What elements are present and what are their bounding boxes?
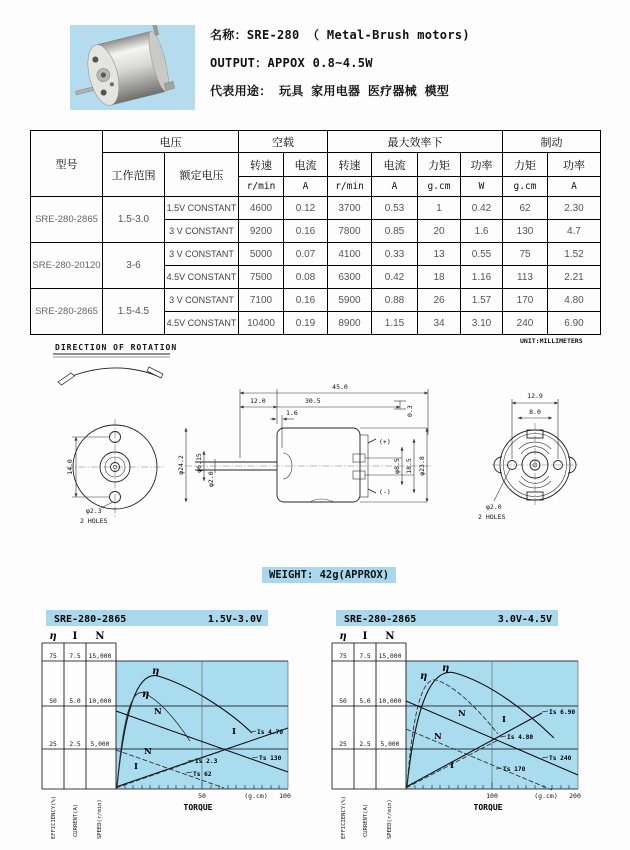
dim-holes-rear: 2 HOLES	[478, 513, 506, 521]
y-tick: 15,000	[378, 653, 402, 660]
value-cell: 0.33	[372, 243, 418, 266]
speed-axis-symbol: N	[385, 631, 395, 642]
header-voltage: 电压	[103, 131, 239, 153]
dim-14: 14.0	[66, 459, 74, 475]
current-axis-symbol: I	[72, 631, 78, 642]
value-cell: 1.16	[461, 266, 503, 289]
efficiency-axis-label: EFFICIENCY(%)	[341, 795, 347, 839]
rated-cell: 3 V CONSTANT	[165, 220, 239, 243]
rated-cell: 3 V CONSTANT	[165, 243, 239, 266]
dim-d20: φ2.0	[207, 471, 215, 487]
direction-label: DIRECTION OF ROTATION	[55, 343, 178, 352]
value-cell: 0.55	[461, 243, 503, 266]
speed-axis-label: SPEED(r/min)	[387, 799, 393, 839]
value-cell: 7100	[239, 289, 284, 312]
y-tick: 50	[49, 698, 57, 705]
current-axis-label: CURRENT(A)	[363, 803, 369, 837]
curve-label-i: I	[502, 715, 506, 725]
y-tick: 10,000	[88, 698, 112, 705]
dim-c03: 0.3	[406, 405, 414, 417]
value-cell: 7500	[239, 266, 284, 289]
value-cell: 13	[418, 243, 461, 266]
curve-label-n: N	[154, 707, 162, 717]
dim-shaft: 12.0	[250, 397, 266, 405]
header-range: 工作范围	[103, 153, 165, 197]
speed-axis-symbol: N	[95, 631, 105, 642]
chart-voltage-range: 1.5V-3.0V	[207, 614, 262, 625]
value-cell: 0.12	[284, 197, 328, 220]
direction-of-rotation	[53, 343, 177, 385]
dim-hole-front: φ2.3	[86, 507, 102, 515]
spec-table	[30, 130, 601, 335]
curve-label-n: N	[144, 747, 152, 757]
value-cell: 0.16	[284, 289, 328, 312]
current-axis-label: CURRENT(A)	[73, 803, 79, 837]
dimension-drawings	[0, 335, 630, 567]
range-cell: 3-6	[103, 243, 165, 289]
value-cell: 3700	[328, 197, 372, 220]
unit-cell: g.cm	[418, 177, 461, 197]
table-row	[31, 197, 601, 220]
terminal-minus: (-)	[379, 488, 391, 496]
x-unit: (g.cm)	[244, 792, 268, 800]
value-cell: 4100	[328, 243, 372, 266]
y-tick: 5.0	[69, 698, 81, 705]
eta-axis-symbol: η	[49, 631, 57, 642]
y-tick: 75	[339, 653, 347, 660]
y-tick: 2.5	[359, 741, 371, 748]
value-cell: 62	[503, 197, 548, 220]
value-cell: 113	[503, 266, 548, 289]
dim-w129: 12.9	[527, 392, 543, 400]
unit-cell: A	[372, 177, 418, 197]
annotation-stall-current-low: Is 4.80	[507, 734, 534, 741]
header-model: 型号	[31, 131, 103, 197]
annotation-stall-current-high: Is 6.90	[549, 709, 576, 716]
x-axis-title: TORQUE	[473, 803, 503, 812]
dim-d238: φ23.8	[418, 456, 426, 476]
value-cell: 18	[418, 266, 461, 289]
value-cell: 4.80	[548, 289, 601, 312]
value-cell: 34	[418, 312, 461, 335]
y-tick: 25	[49, 741, 57, 748]
dim-holes-front: 2 HOLES	[80, 517, 108, 525]
value-cell: 1	[418, 197, 461, 220]
curve-label-i: I	[232, 727, 236, 737]
table-row	[31, 243, 601, 266]
subheader: 功率	[461, 153, 503, 177]
dim-w80: 8.0	[529, 408, 541, 416]
curve-label-i: I	[450, 761, 454, 771]
chart-model: SRE-280-2865	[344, 614, 417, 625]
value-cell: 6.90	[548, 312, 601, 335]
header-rated: 额定电压	[165, 153, 239, 197]
annotation-stall-torque-low: Ts 62	[193, 771, 212, 778]
value-cell: 2.21	[548, 266, 601, 289]
x-axis-title: TORQUE	[183, 803, 213, 812]
y-tick: 7.5	[69, 653, 81, 660]
value-cell: 240	[503, 312, 548, 335]
subheader: 电流	[372, 153, 418, 177]
unit-cell: r/min	[328, 177, 372, 197]
x-tick-mid: 50	[198, 792, 206, 800]
curve-label-i: I	[134, 762, 138, 772]
dim-total: 45.0	[332, 383, 348, 391]
value-cell: 2.30	[548, 197, 601, 220]
model-cell: SRE-280-2865	[31, 289, 103, 335]
dim-hole-rear: φ2.0	[486, 503, 502, 511]
y-tick: 50	[339, 698, 347, 705]
value-cell: 1.15	[372, 312, 418, 335]
model-cell: SRE-280-2865	[31, 197, 103, 243]
rated-cell: 4.5V CONSTANT	[165, 266, 239, 289]
efficiency-axis-label: EFFICIENCY(%)	[51, 795, 57, 839]
dim-d242: φ24.2	[177, 455, 185, 475]
range-cell: 1.5-3.0	[103, 197, 165, 243]
rated-cell: 1.5V CONSTANT	[165, 197, 239, 220]
side-view	[177, 383, 432, 502]
y-tick: 7.5	[359, 653, 371, 660]
product-name-line: 名称：SRE-280 （ Metal-Brush motors)	[210, 28, 470, 42]
dim-d615: φ6.15	[195, 453, 203, 473]
value-cell: 3.10	[461, 312, 503, 335]
value-cell: 8900	[328, 312, 372, 335]
unit-cell: A	[284, 177, 328, 197]
value-cell: 6300	[328, 266, 372, 289]
x-tick-end: 200	[569, 792, 581, 800]
value-cell: 5000	[239, 243, 284, 266]
motor-photo-illustration	[70, 25, 195, 110]
chart-voltage-range: 3.0V-4.5V	[497, 614, 552, 625]
value-cell: 9200	[239, 220, 284, 243]
y-tick: 15,000	[88, 653, 112, 660]
model-cell: SRE-280-20120	[31, 243, 103, 289]
speed-axis-label: SPEED(r/min)	[97, 799, 103, 839]
y-tick: 25	[339, 741, 347, 748]
rated-cell: 3 V CONSTANT	[165, 289, 239, 312]
annotation-stall-torque-high: Ts 240	[549, 755, 572, 762]
subheader: 力矩	[418, 153, 461, 177]
rear-view	[478, 392, 578, 521]
dim-step: 1.6	[286, 409, 298, 417]
curve-label-eta: η	[142, 689, 150, 700]
value-cell: 130	[503, 220, 548, 243]
subheader: 功率	[548, 153, 601, 177]
value-cell: 0.07	[284, 243, 328, 266]
value-cell: 4600	[239, 197, 284, 220]
rotation-arrow	[60, 368, 160, 381]
x-tick-end: 100	[279, 792, 291, 800]
value-cell: 20	[418, 220, 461, 243]
subheader: 转速	[239, 153, 284, 177]
y-tick: 5.0	[359, 698, 371, 705]
value-cell: 5900	[328, 289, 372, 312]
value-cell: 0.53	[372, 197, 418, 220]
rated-cell: 4.5V CONSTANT	[165, 312, 239, 335]
curve-label-eta: η	[442, 663, 450, 674]
y-tick: 2.5	[69, 741, 81, 748]
y-tick: 5,000	[90, 741, 110, 748]
value-cell: 170	[503, 289, 548, 312]
value-cell: 1.57	[461, 289, 503, 312]
header-maxeff: 最大效率下	[328, 131, 503, 153]
dim-d85: φ8.5	[393, 458, 401, 474]
terminal-plus: (+)	[379, 438, 391, 446]
header-noload: 空载	[239, 131, 328, 153]
performance-chart-high-voltage	[318, 607, 610, 849]
unit-cell: W	[461, 177, 503, 197]
weight-badge: WEIGHT: 42g(APPROX)	[262, 567, 396, 583]
value-cell: 75	[503, 243, 548, 266]
y-tick: 75	[49, 653, 57, 660]
value-cell: 0.42	[372, 266, 418, 289]
product-output-line: OUTPUT：APPOX 0.8~4.5W	[210, 56, 373, 70]
value-cell: 4.7	[548, 220, 601, 243]
subheader: 电流	[284, 153, 328, 177]
curve-label-n: N	[434, 732, 442, 742]
annotation-stall-torque-low: Ts 170	[503, 766, 526, 773]
current-axis-symbol: I	[362, 631, 368, 642]
annotation-stall-current-high: Is 4.70	[257, 729, 284, 736]
value-cell: 26	[418, 289, 461, 312]
value-cell: 0.08	[284, 266, 328, 289]
unit-cell: r/min	[239, 177, 284, 197]
curve-label-eta: η	[420, 671, 428, 682]
eta-axis-symbol: η	[339, 631, 347, 642]
unit-label: UNIT:MILLIMETERS	[520, 337, 583, 345]
unit-cell: g.cm	[503, 177, 548, 197]
x-unit: (g.cm)	[534, 792, 558, 800]
y-tick: 5,000	[380, 741, 400, 748]
subheader: 转速	[328, 153, 372, 177]
performance-chart-low-voltage	[28, 607, 318, 849]
curve-label-eta: η	[152, 666, 160, 677]
value-cell: 1.6	[461, 220, 503, 243]
value-cell: 10400	[239, 312, 284, 335]
product-usage-line: 代表用途： 玩具 家用电器 医疗器械 模型	[210, 84, 450, 98]
value-cell: 0.42	[461, 197, 503, 220]
annotation-stall-current-low: Is 2.3	[195, 758, 218, 765]
table-row	[31, 289, 601, 312]
y-tick: 10,000	[378, 698, 402, 705]
value-cell: 0.19	[284, 312, 328, 335]
value-cell: 0.16	[284, 220, 328, 243]
header-stall: 制动	[503, 131, 601, 153]
annotation-stall-torque-high: Ts 130	[259, 755, 282, 762]
chart-model: SRE-280-2865	[54, 614, 127, 625]
curve-label-n: N	[458, 709, 466, 719]
value-cell: 1.52	[548, 243, 601, 266]
front-view	[66, 419, 164, 525]
value-cell: 0.85	[372, 220, 418, 243]
dim-h185: 18.5	[405, 458, 413, 474]
x-tick-mid: 100	[486, 792, 498, 800]
value-cell: 0.88	[372, 289, 418, 312]
value-cell: 7800	[328, 220, 372, 243]
product-info	[210, 26, 470, 110]
subheader: 力矩	[503, 153, 548, 177]
range-cell: 1.5-4.5	[103, 289, 165, 335]
unit-cell: A	[548, 177, 601, 197]
dim-body: 30.5	[305, 397, 321, 405]
product-photo	[70, 25, 195, 110]
